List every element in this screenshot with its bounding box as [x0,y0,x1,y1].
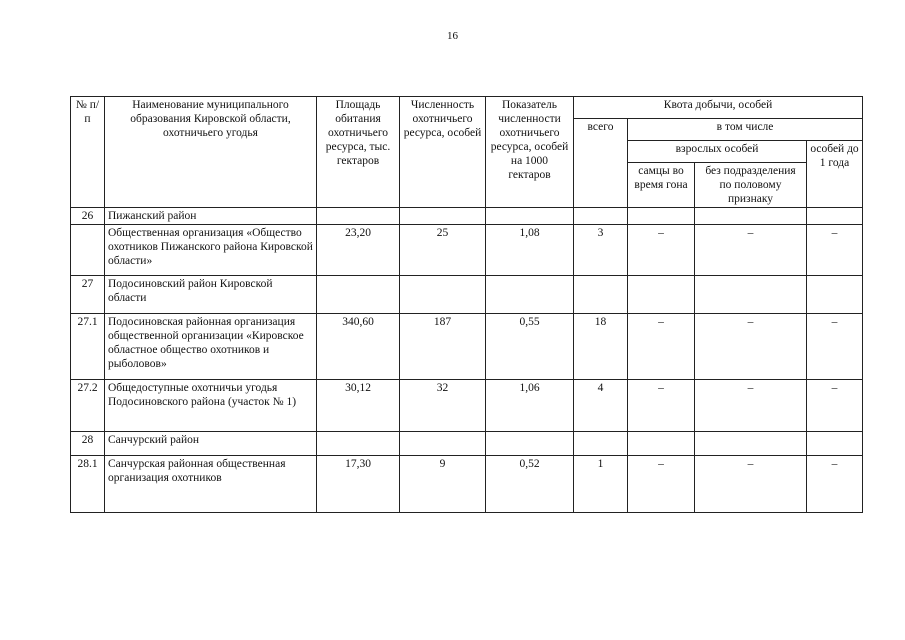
header-name: Наименование муниципального образования Кировской области, охотничьего угодья [105,97,317,208]
row-total: 3 [574,225,628,276]
header-including: в том числе [628,119,863,141]
row-under1: – [807,380,863,432]
row-under1: – [807,456,863,513]
table-row [71,314,863,380]
row-count: 25 [400,225,486,276]
row-nosex: – [695,380,807,432]
row-index: 0,52 [486,456,574,513]
row-area: 23,20 [317,225,400,276]
row-name: Общедоступные охотничьи угодья Подосиновского района (участок № 1) [105,380,317,432]
row-no: 27.2 [71,380,105,432]
row-name: Подосиновский район Кировской области [105,276,317,314]
table-row [71,432,863,456]
row-total: 1 [574,456,628,513]
row-males: – [628,380,695,432]
header-quota: Квота добычи, особей [574,97,863,119]
header-row-1 [71,97,863,119]
row-count: 187 [400,314,486,380]
quota-table [70,96,863,513]
header-no: № п/п [71,97,105,208]
row-no: 26 [71,208,105,225]
row-total: 4 [574,380,628,432]
table-row [71,276,863,314]
row-name: Пижанский район [105,208,317,225]
row-under1: – [807,314,863,380]
row-males: – [628,225,695,276]
table-row [71,208,863,225]
row-no: 28.1 [71,456,105,513]
row-nosex: – [695,456,807,513]
row-name: Подосиновская районная организация общественной организации «Кировское областное общество охотников и рыболовов» [105,314,317,380]
row-no [71,225,105,276]
table-row [71,456,863,513]
row-name: Санчурская районная общественная организация охотников [105,456,317,513]
header-under1: особей до 1 года [807,141,863,208]
header-males: самцы во время гона [628,163,695,208]
row-index: 1,06 [486,380,574,432]
row-no: 27.1 [71,314,105,380]
row-total: 18 [574,314,628,380]
page-number: 16 [447,30,458,42]
row-count: 32 [400,380,486,432]
header-index: Показатель численности охотничьего ресурса, особей на 1000 гектаров [486,97,574,208]
row-area: 30,12 [317,380,400,432]
row-nosex: – [695,314,807,380]
table-row [71,380,863,432]
row-males: – [628,314,695,380]
row-area: 340,60 [317,314,400,380]
row-nosex: – [695,225,807,276]
row-name: Санчурский район [105,432,317,456]
row-under1: – [807,225,863,276]
row-no: 28 [71,432,105,456]
row-index: 1,08 [486,225,574,276]
row-males: – [628,456,695,513]
row-name: Общественная организация «Общество охотников Пижанского района Кировской области» [105,225,317,276]
header-nosex: без подразделения по половому признаку [695,163,807,208]
row-no: 27 [71,276,105,314]
table-row [71,225,863,276]
row-index: 0,55 [486,314,574,380]
header-count: Численность охотничьего ресурса, особей [400,97,486,208]
row-area: 17,30 [317,456,400,513]
header-total: всего [574,119,628,208]
row-count: 9 [400,456,486,513]
header-area: Площадь обитания охотничьего ресурса, тыс. гектаров [317,97,400,208]
header-adults: взрослых особей [628,141,807,163]
